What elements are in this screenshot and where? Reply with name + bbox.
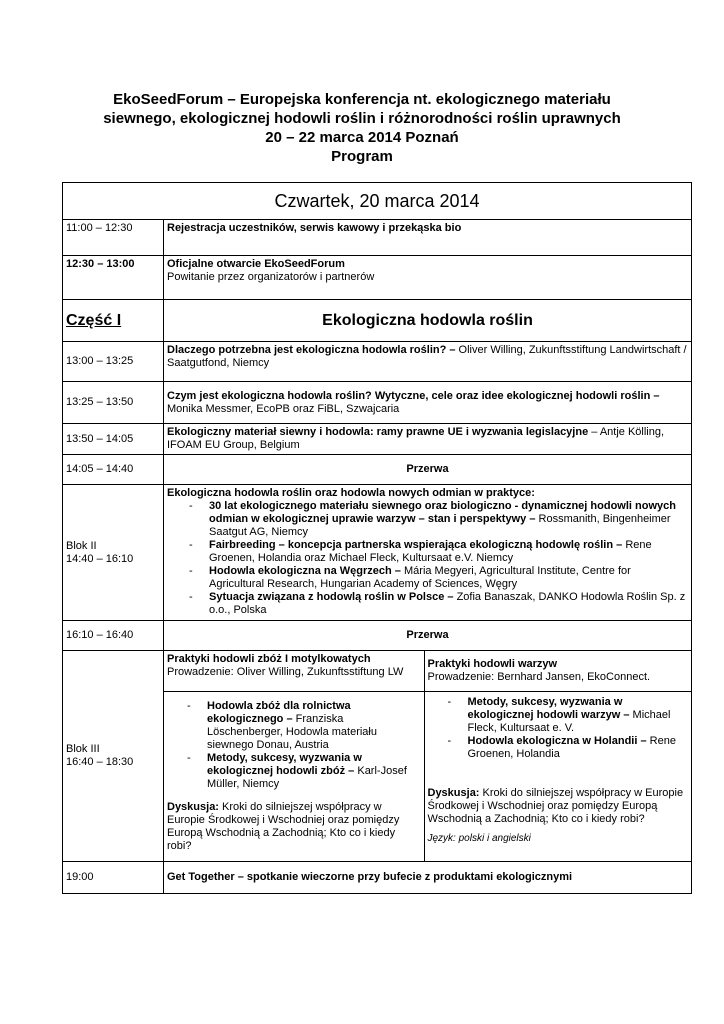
- talk-item: [187, 700, 421, 752]
- block-label-cell: [63, 485, 164, 621]
- discussion-label: Dyskusja:: [167, 800, 219, 813]
- schedule-row: [63, 342, 692, 382]
- talk-speaker: Zofia Banaszak, DANKO Hodowla Roślin Sp. z o.o., Polska: [209, 591, 686, 616]
- discussion-text: Kroki do silniejszej współpracy w Europie Środkowej i Wschodniej oraz pomiędzy Europą Wschodnią a Zachodnią; Kto co i kiedy robi?: [427, 786, 684, 825]
- session-cereals-header: [164, 651, 424, 691]
- break-label: Przerwa: [164, 621, 692, 651]
- parallel-sessions-table: [164, 651, 692, 861]
- row-title: Get Together – spotkanie wieczorne przy bufecie z produktami ekologicznymi: [164, 861, 692, 893]
- row-title: Rejestracja uczestników, serwis kawowy i przekąska bio: [164, 220, 692, 256]
- schedule-row: [63, 424, 692, 455]
- talk-item: [189, 539, 688, 565]
- break-label: Przerwa: [164, 455, 692, 485]
- part-label: Część I: [63, 300, 164, 342]
- discussion-text: Kroki do silniejszej współpracy w Europie Środkowej i Wschodniej oraz pomiędzy Europą Wschodnią a Zachodnią; Kto co i kiedy robi?: [167, 800, 400, 852]
- row-content: [164, 342, 692, 382]
- talk-speaker: Mária Megyeri, Agricultural Institute, Centre for Agricultural Research, Hungarian Academy of Sciences, Węgry: [209, 565, 631, 590]
- talk-item: [448, 735, 690, 761]
- session-header-row: [164, 651, 692, 691]
- row-content: [164, 382, 692, 424]
- session-host: Prowadzenie: Bernhard Jansen, EkoConnect.: [427, 670, 651, 683]
- talk-title: Metody, sukcesy, wyzwania w ekologicznej hodowli warzyw –: [467, 695, 630, 721]
- talk-item: [189, 591, 688, 617]
- talk-item: [189, 565, 688, 591]
- row-title: Czym jest ekologiczna hodowla roślin? Wytyczne, cele oraz idee ekologicznej hodowli roślin –: [167, 389, 660, 402]
- day-row: [63, 183, 692, 220]
- part-title: Ekologiczna hodowla roślin: [164, 300, 692, 342]
- talk-speaker: Rene Groenen, Holandia: [467, 734, 676, 760]
- session-vegetables-body: [424, 691, 692, 861]
- talk-item: [187, 752, 421, 791]
- talk-list: [428, 696, 690, 761]
- row-time: 14:05 – 14:40: [63, 455, 164, 485]
- part-row: [63, 300, 692, 342]
- row-title: Ekologiczny materiał siewny i hodowla: ramy prawne UE i wyzwania legislacyjne: [167, 426, 589, 438]
- row-time: 12:30 – 13:00: [63, 256, 164, 300]
- row-time: 13:50 – 14:05: [63, 424, 164, 455]
- row-description: Powitanie przez organizatorów i partnerów: [167, 271, 375, 283]
- session-cereals-body: [164, 691, 424, 861]
- block-title: Ekologiczna hodowla roślin oraz hodowla nowych odmian w praktyce:: [167, 487, 535, 499]
- talk-title: Hodowla ekologiczna w Holandii –: [467, 734, 647, 747]
- block-time: 16:40 – 18:30: [66, 755, 134, 768]
- discussion: [428, 787, 690, 826]
- break-row: [63, 621, 692, 651]
- language-note: Język: polski i angielski: [427, 832, 531, 844]
- row-content: [164, 256, 692, 300]
- header-dates: 20 – 22 marca 2014 Poznań: [265, 129, 459, 146]
- block-row: [63, 651, 692, 862]
- block-time: 14:40 – 16:10: [66, 552, 134, 565]
- talk-list: [167, 500, 688, 617]
- session-body-row: [164, 691, 692, 861]
- schedule-row: [63, 256, 692, 300]
- session-host: Prowadzenie: Oliver Willing, Zukunftsstiftung LW: [167, 666, 404, 678]
- talk-title: Sytuacja związana z hodowlą roślin w Polsce –: [209, 591, 454, 603]
- talk-item: [448, 696, 690, 735]
- break-row: [63, 455, 692, 485]
- row-speaker: – Antje Kölling, IFOAM EU Group, Belgium: [167, 426, 665, 451]
- talk-speaker: Franziska Löschenberger, Hodowla materiału siewnego Donau, Austria: [207, 712, 377, 751]
- block-label-cell: [63, 651, 164, 862]
- parallel-sessions: [164, 651, 692, 862]
- session-title: Praktyki hodowli zbóż I motylkowatych: [167, 653, 371, 665]
- row-speaker: Monika Messmer, EcoPB oraz FiBL, Szwajcaria: [167, 402, 400, 415]
- row-time: 13:00 – 13:25: [63, 342, 164, 382]
- header-program: Program: [331, 148, 393, 165]
- block-content: [164, 485, 692, 621]
- row-speaker: Oliver Willing, Zukunftsstiftung Landwirtschaft / Saatgutfond, Niemcy: [167, 344, 687, 369]
- header-line-1: EkoSeedForum – Europejska konferencja nt. ekologicznego materiału: [113, 91, 611, 108]
- row-content: [164, 424, 692, 455]
- talk-item: [189, 500, 688, 539]
- talk-speaker: Rene Groenen, Holandia oraz Michael Fleck, Kultursaat e.V. Niemcy: [209, 539, 652, 564]
- block-label: Blok III: [66, 742, 100, 755]
- session-vegetables-header: [424, 651, 692, 691]
- discussion-label: Dyskusja:: [427, 786, 480, 799]
- talk-speaker: Michael Fleck, Kultursaat e. V.: [467, 708, 671, 734]
- talk-speaker: Karl-Josef Müller, Niemcy: [207, 764, 407, 790]
- program-table: [62, 182, 692, 894]
- discussion: [167, 801, 421, 853]
- talk-title: Hodowla zbóż dla rolnictwa ekologicznego –: [207, 699, 351, 725]
- schedule-row: [63, 382, 692, 424]
- row-time: 19:00: [63, 861, 164, 893]
- talk-title: Hodowla ekologiczna na Węgrzech –: [209, 565, 401, 577]
- session-title: Praktyki hodowli warzyw: [427, 657, 558, 670]
- day-title: Czwartek, 20 marca 2014: [63, 183, 692, 220]
- talk-title: 30 lat ekologicznego materiału siewnego oraz biologiczno - dynamicznej hodowli nowych odmian w ekologicznej uprawie warzyw – stan i perspektywy –: [209, 500, 676, 525]
- block-label: Blok II: [66, 539, 97, 552]
- block-row: [63, 485, 692, 621]
- talk-title: Fairbreeding – koncepcja partnerska wspierająca ekologiczną hodowlę roślin –: [209, 539, 623, 551]
- talk-title: Metody, sukcesy, wyzwania w ekologicznej hodowli zbóż –: [207, 751, 362, 777]
- talk-list: [167, 700, 421, 791]
- schedule-row: [63, 861, 692, 893]
- row-title: Oficjalne otwarcie EkoSeedForum: [167, 258, 345, 270]
- schedule-row: [63, 220, 692, 256]
- talk-speaker: Rossmanith, Bingenheimer Saatgut AG, Niemcy: [209, 513, 671, 538]
- row-title: Dlaczego potrzebna jest ekologiczna hodowla roślin? –: [167, 344, 456, 356]
- row-time: 16:10 – 16:40: [63, 621, 164, 651]
- row-time: 13:25 – 13:50: [63, 382, 164, 424]
- header-line-2: siewnego, ekologicznej hodowli roślin i różnorodności roślin uprawnych: [103, 110, 621, 127]
- document-header: [40, 90, 684, 166]
- row-time: 11:00 – 12:30: [63, 220, 164, 256]
